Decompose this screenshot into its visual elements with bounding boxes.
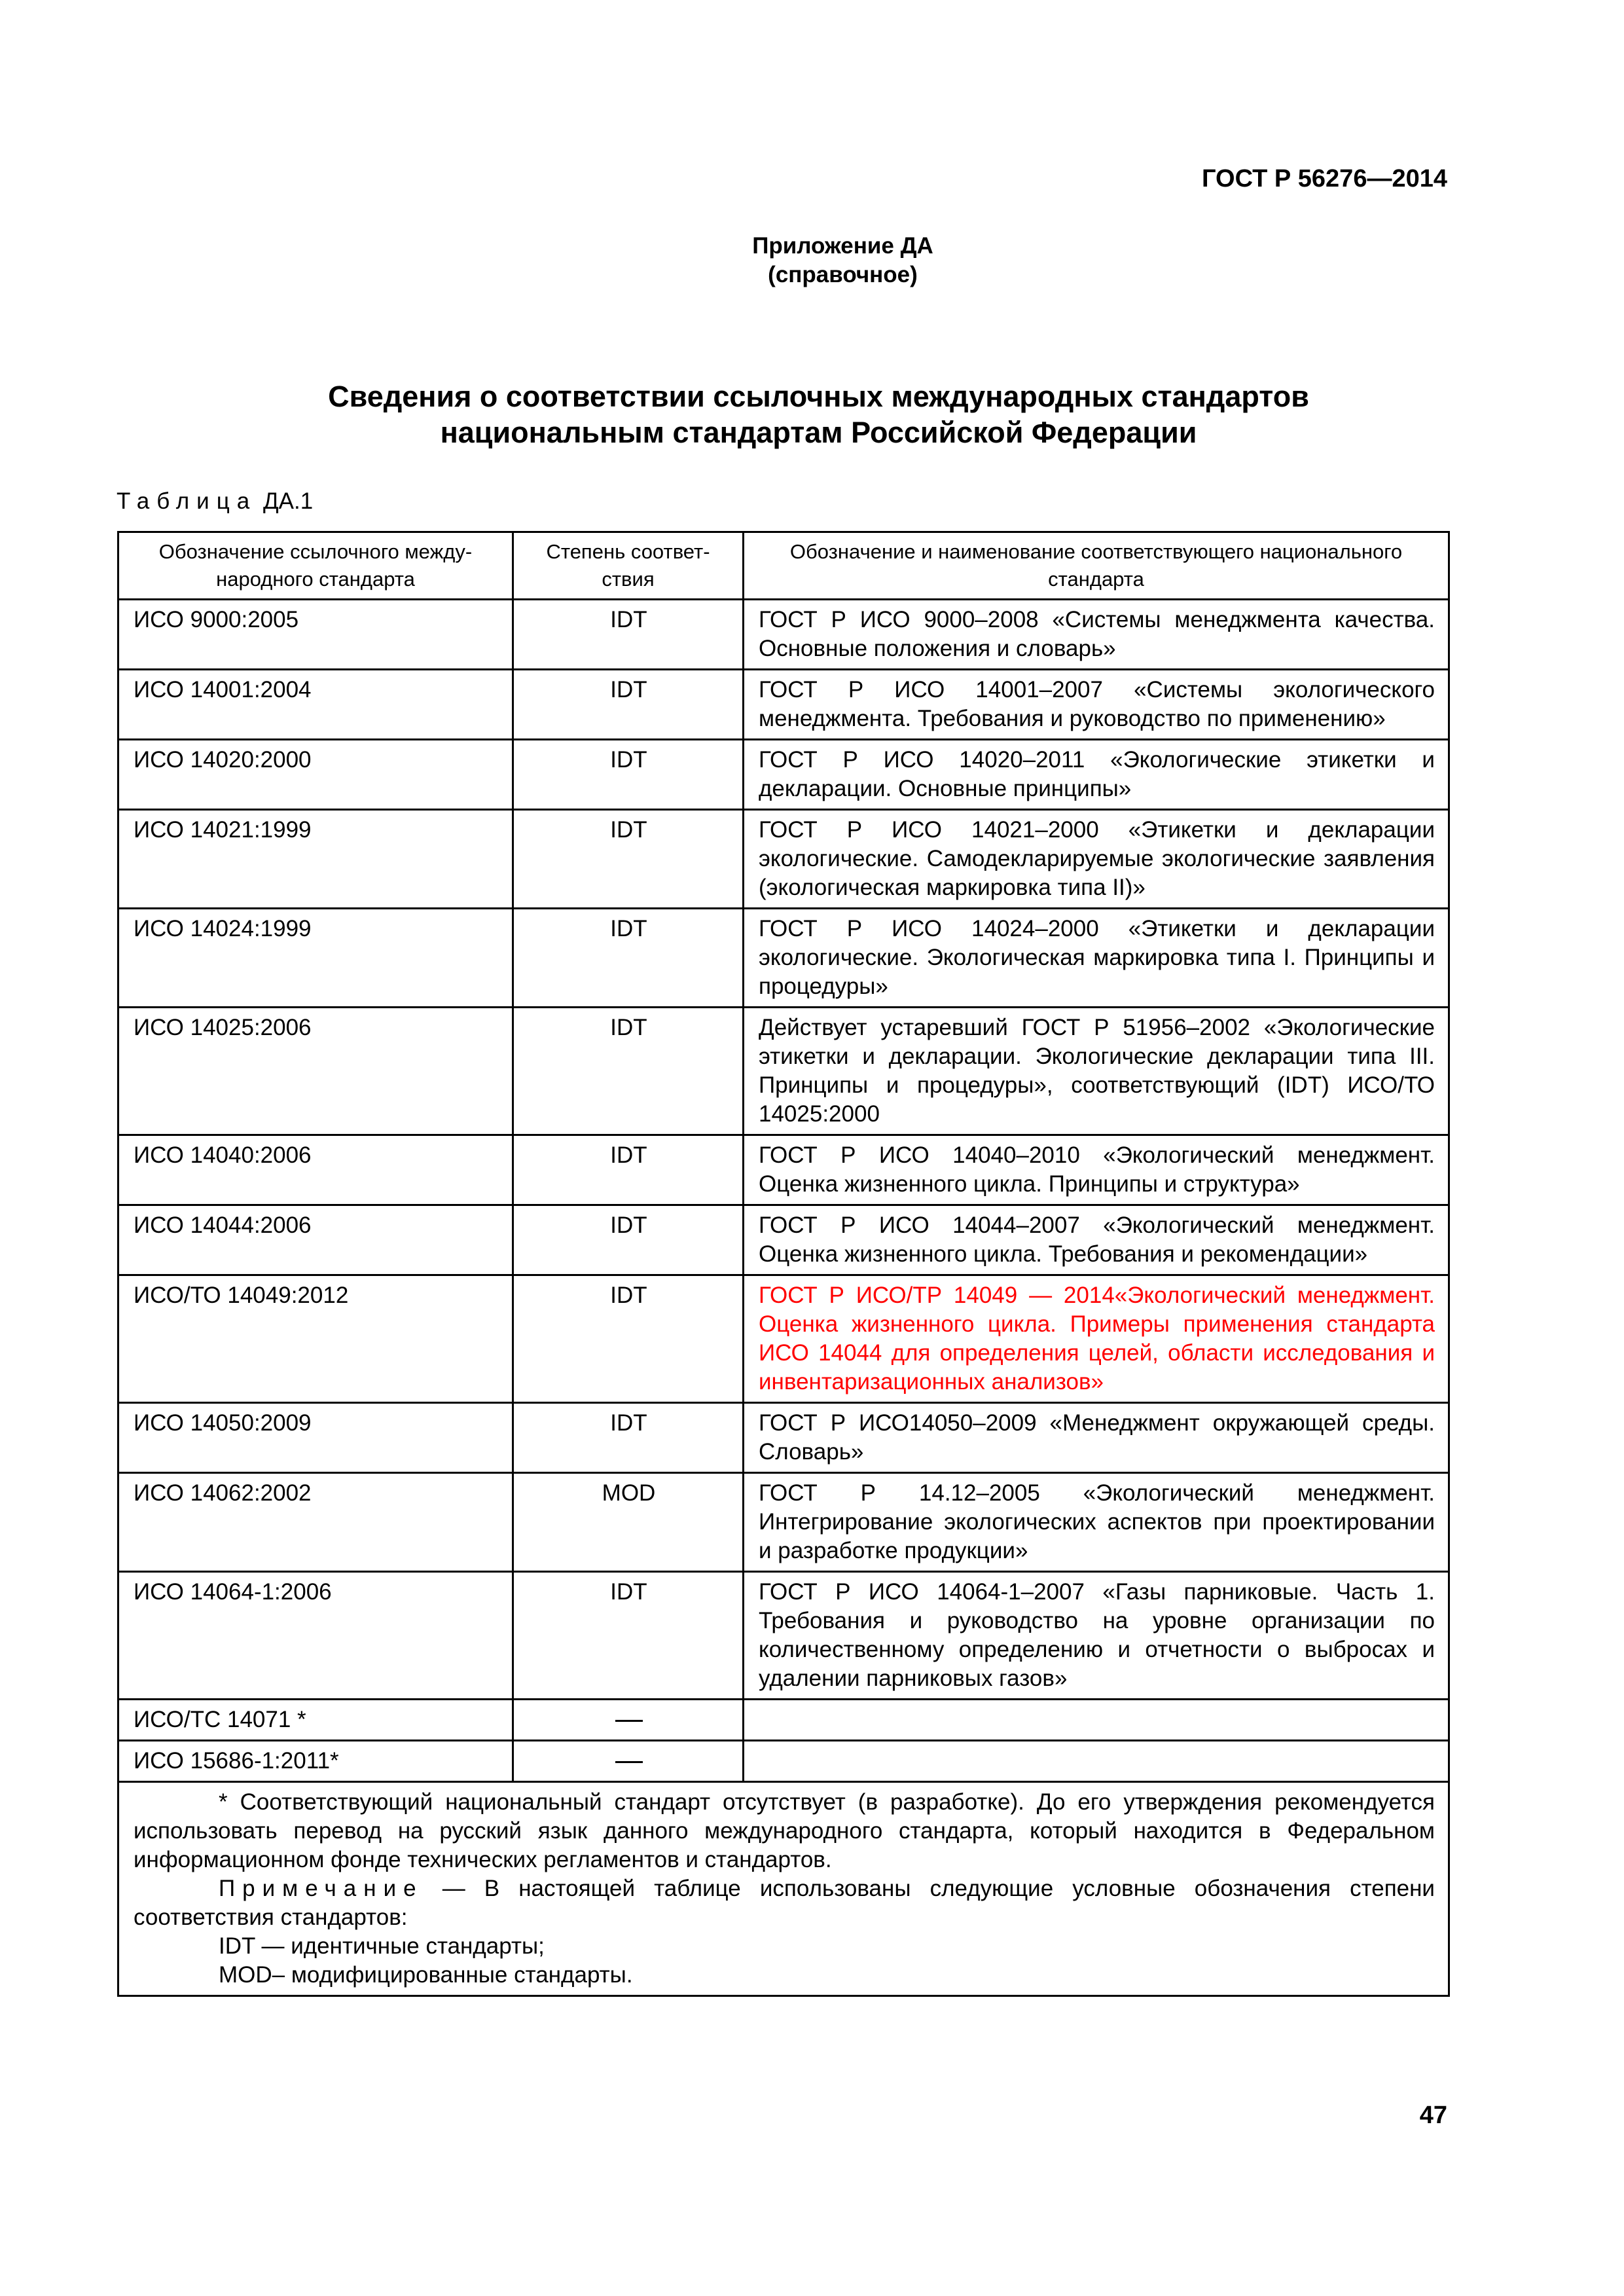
national-standard-cell: Действует устаревший ГОСТ Р 51956–2002 «Экологические этикетки и декларации. Экологические декларации типа III. Принципы и процедуры», соответствующий (IDT) ИСО/ТО 14025:2000	[744, 1008, 1449, 1135]
table-row	[118, 1008, 1449, 1135]
national-standard-cell: ГОСТ Р ИСО 14020–2011 «Экологические этикетки и декларации. Основные принципы»	[744, 740, 1449, 810]
footnote: * Соответствующий национальный стандарт отсутствует (в разработке). До его утверждения рекомендуется использовать перевод на русский язык данного международного стандарта, который находится в Федеральном информационном фонде технических регламентов и стандартов.	[134, 1789, 1435, 1872]
table-row	[118, 909, 1449, 1008]
reference-cell: ИСО 14044:2006	[118, 1205, 513, 1275]
national-standard-cell: ГОСТ Р ИСО 9000–2008 «Системы менеджмента качества. Основные положения и словарь»	[744, 600, 1449, 670]
national-standard-cell-empty	[744, 1741, 1449, 1782]
table-row	[118, 740, 1449, 810]
table-row	[118, 1473, 1449, 1572]
national-standard-cell: ГОСТ Р ИСО 14064-1–2007 «Газы парниковые. Часть 1. Требования и руководство на уровне организации по количественному определению и отчетности о выбросах и удалении парниковых газов»	[744, 1572, 1449, 1700]
table-notes-row	[118, 1782, 1449, 1996]
note-label: Примечание	[219, 1876, 424, 1901]
reference-cell: ИСО 14040:2006	[118, 1135, 513, 1205]
table-header-row	[118, 532, 1449, 600]
degree-cell: IDT	[513, 1135, 744, 1205]
degree-cell: IDT	[513, 670, 744, 740]
degree-cell: IDT	[513, 810, 744, 909]
table-row	[118, 670, 1449, 740]
table-row	[118, 1205, 1449, 1275]
appendix-title: Приложение ДА	[752, 233, 933, 259]
page-title-line-1: Сведения о соответствии ссылочных международных стандартов	[328, 380, 1309, 413]
note	[134, 1874, 1435, 1932]
degree-cell: IDT	[513, 1403, 744, 1473]
correspondence-table	[117, 531, 1450, 1997]
table-row	[118, 1135, 1449, 1205]
degree-cell: IDT	[513, 1275, 744, 1403]
national-standard-cell: ГОСТ Р 14.12–2005 «Экологический менеджмент. Интегрирование экологических аспектов при проектировании и разработке продукции»	[744, 1473, 1449, 1572]
note-text: — В настоящей таблице использованы следующие условные обозначения степени соответствия стандартов:	[134, 1876, 1435, 1930]
degree-cell-empty	[513, 1741, 744, 1782]
national-standard-cell: ГОСТ Р ИСО 14024–2000 «Этикетки и декларации экологические. Экологическая маркировка типа I. Принципы и процедуры»	[744, 909, 1449, 1008]
degree-cell: IDT	[513, 1205, 744, 1275]
document-code: ГОСТ Р 56276—2014	[1202, 165, 1447, 192]
reference-cell: ИСО/ТС 14071 *	[118, 1700, 513, 1741]
reference-cell: ИСО 14020:2000	[118, 740, 513, 810]
national-standard-cell: ГОСТ Р ИСО 14044–2007 «Экологический менеджмент. Оценка жизненного цикла. Требования и рекомендации»	[744, 1205, 1449, 1275]
reference-cell: ИСО 14064-1:2006	[118, 1572, 513, 1700]
national-standard-cell: ГОСТ Р ИСО 14021–2000 «Этикетки и декларации экологические. Самодекларируемые экологические заявления (экологическая маркировка типа II)»	[744, 810, 1449, 909]
reference-cell: ИСО 15686-1:2011*	[118, 1741, 513, 1782]
national-standard-cell: ГОСТ Р ИСО 14001–2007 «Системы экологического менеджмента. Требования и руководство по применению»	[744, 670, 1449, 740]
national-standard-cell: ГОСТ Р ИСО 14040–2010 «Экологический менеджмент. Оценка жизненного цикла. Принципы и структура»	[744, 1135, 1449, 1205]
column-header-national: Обозначение и наименование соответствующего национального стандарта	[744, 532, 1449, 600]
table-row	[118, 1700, 1449, 1741]
legend-mod: MOD– модифицированные стандарты.	[219, 1962, 633, 1988]
national-standard-cell-empty	[744, 1700, 1449, 1741]
column-header-degree: Степень соответ-ствия	[513, 532, 744, 600]
reference-cell: ИСО 14001:2004	[118, 670, 513, 740]
degree-cell: IDT	[513, 740, 744, 810]
degree-cell: IDT	[513, 1572, 744, 1700]
reference-cell: ИСО/ТО 14049:2012	[118, 1275, 513, 1403]
table-caption-id: ДА.1	[262, 488, 314, 514]
table-row	[118, 600, 1449, 670]
appendix-heading	[0, 232, 1624, 289]
reference-cell: ИСО 14050:2009	[118, 1403, 513, 1473]
reference-cell: ИСО 14025:2006	[118, 1008, 513, 1135]
legend-idt: IDT — идентичные стандарты;	[219, 1933, 545, 1959]
degree-cell: IDT	[513, 600, 744, 670]
table-row	[118, 1741, 1449, 1782]
page-title-line-2: национальным стандартам Российской Федерации	[440, 416, 1197, 449]
table-caption-word: Таблица	[117, 488, 257, 514]
degree-cell: IDT	[513, 909, 744, 1008]
column-header-reference: Обозначение ссылочного между-народного стандарта	[118, 532, 513, 600]
dash-mark	[615, 1761, 643, 1763]
table-row	[118, 1403, 1449, 1473]
reference-cell: ИСО 14062:2002	[118, 1473, 513, 1572]
table-row	[118, 1572, 1449, 1700]
reference-cell: ИСО 9000:2005	[118, 600, 513, 670]
dash-mark	[615, 1720, 643, 1722]
table-row	[118, 1275, 1449, 1403]
table-row	[118, 810, 1449, 909]
table-notes-cell	[118, 1782, 1449, 1996]
degree-cell: MOD	[513, 1473, 744, 1572]
page-title	[0, 378, 1624, 450]
degree-cell: IDT	[513, 1008, 744, 1135]
table-caption	[117, 488, 313, 515]
reference-cell: ИСО 14021:1999	[118, 810, 513, 909]
national-standard-cell-highlighted: ГОСТ Р ИСО/ТР 14049 — 2014«Экологический менеджмент. Оценка жизненного цикла. Примеры применения стандарта ИСО 14044 для определения целей, области исследования и инвентаризационных анализов»	[744, 1275, 1449, 1403]
degree-cell-empty	[513, 1700, 744, 1741]
national-standard-cell: ГОСТ Р ИСО14050–2009 «Менеджмент окружающей среды. Словарь»	[744, 1403, 1449, 1473]
appendix-kind: (справочное)	[768, 262, 918, 287]
reference-cell: ИСО 14024:1999	[118, 909, 513, 1008]
page-number: 47	[1419, 2102, 1447, 2129]
